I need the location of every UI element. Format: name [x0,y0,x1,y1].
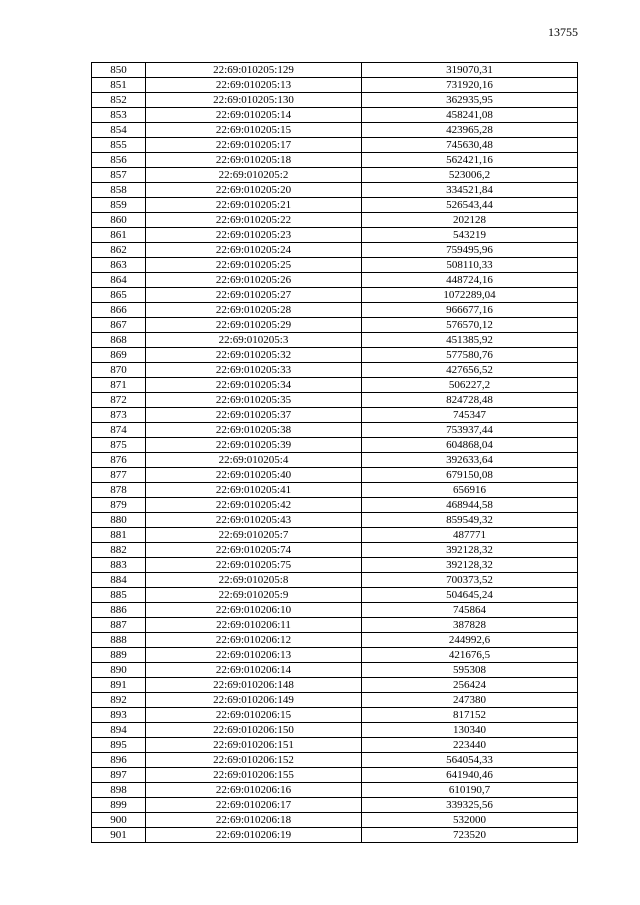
cadastral-value-cell: 202128 [362,213,578,228]
cadastral-number-cell: 22:69:010205:29 [146,318,362,333]
cadastral-value-cell: 532000 [362,813,578,828]
row-number-cell: 889 [92,648,146,663]
table-row [92,228,578,243]
row-number-cell: 858 [92,183,146,198]
cadastral-number-cell: 22:69:010205:17 [146,138,362,153]
table-row [92,438,578,453]
table-row [92,303,578,318]
table-row [92,498,578,513]
row-number-cell: 901 [92,828,146,843]
cadastral-value-cell: 468944,58 [362,498,578,513]
cadastral-number-cell: 22:69:010205:27 [146,288,362,303]
cadastral-number-cell: 22:69:010205:74 [146,543,362,558]
cadastral-number-cell: 22:69:010205:18 [146,153,362,168]
table-row [92,258,578,273]
cadastral-number-cell: 22:69:010205:25 [146,258,362,273]
cadastral-number-cell: 22:69:010205:43 [146,513,362,528]
cadastral-value-cell: 339325,56 [362,798,578,813]
cadastral-number-cell: 22:69:010205:9 [146,588,362,603]
cadastral-value-cell: 731920,16 [362,78,578,93]
table-row [92,288,578,303]
row-number-cell: 855 [92,138,146,153]
cadastral-number-cell: 22:69:010206:12 [146,633,362,648]
table-row [92,828,578,843]
cadastral-value-cell: 679150,08 [362,468,578,483]
cadastral-value-cell: 223440 [362,738,578,753]
cadastral-number-cell: 22:69:010206:16 [146,783,362,798]
cadastral-value-cell: 448724,16 [362,273,578,288]
cadastral-number-cell: 22:69:010206:17 [146,798,362,813]
row-number-cell: 899 [92,798,146,813]
row-number-cell: 875 [92,438,146,453]
cadastral-value-cell: 700373,52 [362,573,578,588]
row-number-cell: 879 [92,498,146,513]
cadastral-value-cell: 423965,28 [362,123,578,138]
table-row [92,453,578,468]
cadastral-number-cell: 22:69:010206:148 [146,678,362,693]
row-number-cell: 872 [92,393,146,408]
table-row [92,408,578,423]
table-row [92,393,578,408]
cadastral-value-cell: 526543,44 [362,198,578,213]
cadastral-number-cell: 22:69:010205:32 [146,348,362,363]
table-row [92,168,578,183]
cadastral-number-cell: 22:69:010205:4 [146,453,362,468]
row-number-cell: 866 [92,303,146,318]
cadastral-value-cell: 576570,12 [362,318,578,333]
table-row [92,483,578,498]
table-row [92,123,578,138]
row-number-cell: 887 [92,618,146,633]
cadastral-value-table [91,62,578,843]
cadastral-number-cell: 22:69:010205:38 [146,423,362,438]
cadastral-value-cell: 610190,7 [362,783,578,798]
table-row [92,768,578,783]
cadastral-number-cell: 22:69:010206:155 [146,768,362,783]
table-row [92,648,578,663]
cadastral-value-cell: 508110,33 [362,258,578,273]
cadastral-value-cell: 334521,84 [362,183,578,198]
cadastral-number-cell: 22:69:010206:149 [146,693,362,708]
row-number-cell: 857 [92,168,146,183]
cadastral-value-cell: 362935,95 [362,93,578,108]
row-number-cell: 850 [92,63,146,78]
cadastral-value-cell: 319070,31 [362,63,578,78]
row-number-cell: 868 [92,333,146,348]
table-row [92,363,578,378]
cadastral-number-cell: 22:69:010205:28 [146,303,362,318]
table-row [92,333,578,348]
row-number-cell: 878 [92,483,146,498]
cadastral-value-cell: 562421,16 [362,153,578,168]
row-number-cell: 874 [92,423,146,438]
cadastral-number-cell: 22:69:010206:14 [146,663,362,678]
cadastral-number-cell: 22:69:010205:130 [146,93,362,108]
cadastral-value-cell: 387828 [362,618,578,633]
cadastral-number-cell: 22:69:010205:15 [146,123,362,138]
row-number-cell: 883 [92,558,146,573]
table-body [92,63,578,843]
table-row [92,663,578,678]
row-number-cell: 863 [92,258,146,273]
cadastral-value-cell: 458241,08 [362,108,578,123]
row-number-cell: 891 [92,678,146,693]
cadastral-value-cell: 824728,48 [362,393,578,408]
table-row [92,423,578,438]
row-number-cell: 884 [92,573,146,588]
cadastral-number-cell: 22:69:010206:11 [146,618,362,633]
row-number-cell: 851 [92,78,146,93]
row-number-cell: 859 [92,198,146,213]
cadastral-value-cell: 130340 [362,723,578,738]
row-number-cell: 898 [92,783,146,798]
cadastral-value-cell: 859549,32 [362,513,578,528]
cadastral-number-cell: 22:69:010206:15 [146,708,362,723]
cadastral-value-cell: 421676,5 [362,648,578,663]
row-number-cell: 876 [92,453,146,468]
table-row [92,513,578,528]
cadastral-number-cell: 22:69:010206:18 [146,813,362,828]
cadastral-value-cell: 256424 [362,678,578,693]
row-number-cell: 888 [92,633,146,648]
row-number-cell: 853 [92,108,146,123]
cadastral-number-cell: 22:69:010205:3 [146,333,362,348]
table-row [92,573,578,588]
row-number-cell: 892 [92,693,146,708]
cadastral-number-cell: 22:69:010205:39 [146,438,362,453]
cadastral-value-cell: 427656,52 [362,363,578,378]
table-row [92,138,578,153]
cadastral-number-cell: 22:69:010205:33 [146,363,362,378]
row-number-cell: 893 [92,708,146,723]
cadastral-number-cell: 22:69:010205:22 [146,213,362,228]
row-number-cell: 886 [92,603,146,618]
cadastral-number-cell: 22:69:010206:152 [146,753,362,768]
cadastral-value-cell: 577580,76 [362,348,578,363]
row-number-cell: 871 [92,378,146,393]
row-number-cell: 900 [92,813,146,828]
table-row [92,108,578,123]
cadastral-value-cell: 392633,64 [362,453,578,468]
page-number: 13755 [548,25,578,39]
cadastral-value-cell: 244992,6 [362,633,578,648]
cadastral-number-cell: 22:69:010205:129 [146,63,362,78]
table-row [92,273,578,288]
row-number-cell: 861 [92,228,146,243]
cadastral-number-cell: 22:69:010206:13 [146,648,362,663]
cadastral-value-cell: 745347 [362,408,578,423]
cadastral-value-cell: 723520 [362,828,578,843]
row-number-cell: 865 [92,288,146,303]
table-row [92,753,578,768]
cadastral-number-cell: 22:69:010206:19 [146,828,362,843]
row-number-cell: 867 [92,318,146,333]
cadastral-value-cell: 966677,16 [362,303,578,318]
row-number-cell: 852 [92,93,146,108]
cadastral-number-cell: 22:69:010205:13 [146,78,362,93]
row-number-cell: 894 [92,723,146,738]
row-number-cell: 880 [92,513,146,528]
row-number-cell: 864 [92,273,146,288]
cadastral-value-cell: 392128,32 [362,543,578,558]
cadastral-number-cell: 22:69:010205:41 [146,483,362,498]
cadastral-value-cell: 1072289,04 [362,288,578,303]
cadastral-value-cell: 564054,33 [362,753,578,768]
cadastral-value-cell: 487771 [362,528,578,543]
cadastral-number-cell: 22:69:010205:40 [146,468,362,483]
cadastral-value-cell: 392128,32 [362,558,578,573]
cadastral-number-cell: 22:69:010205:20 [146,183,362,198]
row-number-cell: 882 [92,543,146,558]
row-number-cell: 870 [92,363,146,378]
table-row [92,558,578,573]
table-row [92,378,578,393]
table-row [92,738,578,753]
table-row [92,603,578,618]
cadastral-value-cell: 753937,44 [362,423,578,438]
cadastral-number-cell: 22:69:010205:34 [146,378,362,393]
row-number-cell: 860 [92,213,146,228]
row-number-cell: 885 [92,588,146,603]
cadastral-value-cell: 817152 [362,708,578,723]
table-row [92,618,578,633]
cadastral-number-cell: 22:69:010205:26 [146,273,362,288]
table-row [92,198,578,213]
cadastral-value-cell: 656916 [362,483,578,498]
cadastral-number-cell: 22:69:010205:8 [146,573,362,588]
table-row [92,153,578,168]
table-row [92,528,578,543]
cadastral-number-cell: 22:69:010205:24 [146,243,362,258]
cadastral-number-cell: 22:69:010206:151 [146,738,362,753]
cadastral-value-cell: 247380 [362,693,578,708]
cadastral-value-cell: 595308 [362,663,578,678]
table-row [92,243,578,258]
cadastral-number-cell: 22:69:010205:2 [146,168,362,183]
table-row [92,543,578,558]
row-number-cell: 856 [92,153,146,168]
cadastral-value-cell: 543219 [362,228,578,243]
cadastral-value-cell: 759495,96 [362,243,578,258]
row-number-cell: 877 [92,468,146,483]
row-number-cell: 881 [92,528,146,543]
table-row [92,588,578,603]
cadastral-number-cell: 22:69:010206:150 [146,723,362,738]
table-row [92,798,578,813]
row-number-cell: 862 [92,243,146,258]
cadastral-value-cell: 745630,48 [362,138,578,153]
cadastral-value-cell: 504645,24 [362,588,578,603]
cadastral-value-cell: 604868,04 [362,438,578,453]
table-row [92,693,578,708]
table-row [92,723,578,738]
row-number-cell: 897 [92,768,146,783]
table-row [92,348,578,363]
cadastral-value-cell: 523006,2 [362,168,578,183]
cadastral-value-cell: 745864 [362,603,578,618]
table-row [92,633,578,648]
table-row [92,318,578,333]
cadastral-number-cell: 22:69:010205:37 [146,408,362,423]
cadastral-number-cell: 22:69:010205:7 [146,528,362,543]
cadastral-value-cell: 451385,92 [362,333,578,348]
table-row [92,468,578,483]
cadastral-number-cell: 22:69:010206:10 [146,603,362,618]
row-number-cell: 873 [92,408,146,423]
row-number-cell: 896 [92,753,146,768]
row-number-cell: 895 [92,738,146,753]
table-row [92,813,578,828]
table-row [92,93,578,108]
row-number-cell: 890 [92,663,146,678]
cadastral-number-cell: 22:69:010205:21 [146,198,362,213]
cadastral-value-cell: 506227,2 [362,378,578,393]
table-row [92,708,578,723]
row-number-cell: 854 [92,123,146,138]
table-row [92,63,578,78]
cadastral-number-cell: 22:69:010205:23 [146,228,362,243]
table-row [92,213,578,228]
table-row [92,183,578,198]
table-row [92,678,578,693]
cadastral-number-cell: 22:69:010205:14 [146,108,362,123]
cadastral-number-cell: 22:69:010205:42 [146,498,362,513]
row-number-cell: 869 [92,348,146,363]
table-row [92,783,578,798]
cadastral-number-cell: 22:69:010205:75 [146,558,362,573]
cadastral-number-cell: 22:69:010205:35 [146,393,362,408]
cadastral-value-cell: 641940,46 [362,768,578,783]
table-row [92,78,578,93]
